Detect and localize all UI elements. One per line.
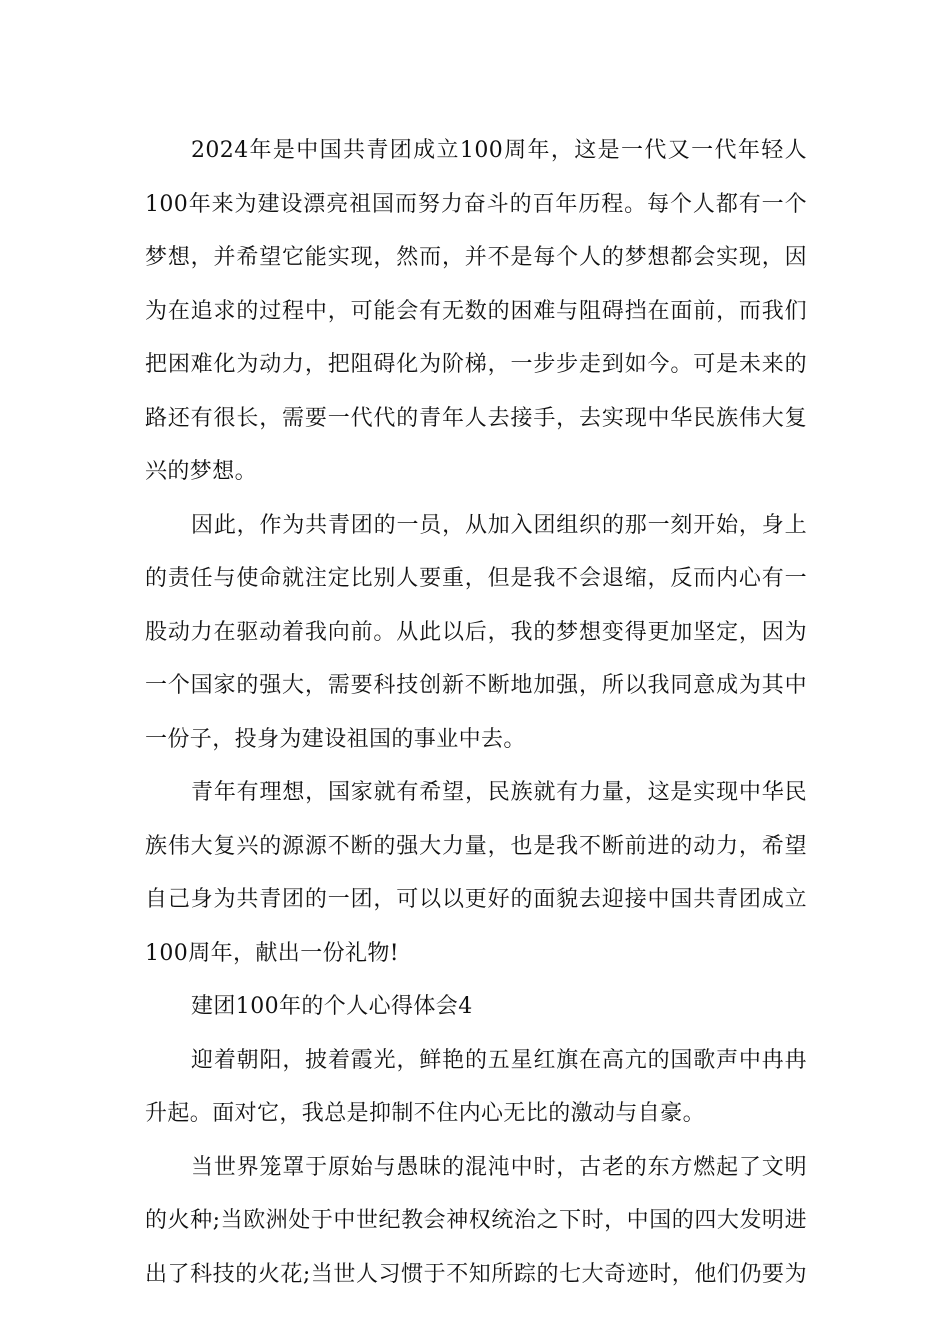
text-line: 青年有理想，国家就有希望，民族就有力量，这是实现中华民 (191, 780, 807, 805)
text-line: 一个国家的强大，需要科技创新不断地加强，所以我同意成为其中 (145, 673, 807, 698)
text-line: 因此，作为共青团的一员，从加入团组织的那一刻开始，身上 (191, 512, 807, 538)
text-line: 的责任与使命就注定比别人要重，但是我不会退缩，反而内心有一 (145, 566, 807, 591)
text-line: 路还有很长，需要一代代的青年人去接手，去实现中华民族伟大复 (145, 405, 807, 431)
text-line: 出了科技的火花;当世人习惯于不知所踪的七大奇迹时，他们仍要为 (145, 1261, 807, 1287)
text-line: 升起。面对它，我总是抑制不住内心无比的激动与自豪。 (145, 1101, 706, 1126)
text-line: 为在追求的过程中，可能会有无数的困难与阻碍挡在面前，而我们 (145, 298, 807, 324)
text-line: 族伟大复兴的源源不断的强大力量，也是我不断前进的动力，希望 (145, 833, 807, 859)
text-line: 当世界笼罩于原始与愚昧的混沌中时，古老的东方燃起了文明 (191, 1154, 807, 1180)
text-line: 2024年是中国共青团成立100周年，这是一代又一代年轻人 (191, 138, 807, 163)
text-line: 的火种;当欧洲处于中世纪教会神权统治之下时，中国的四大发明进 (145, 1208, 807, 1233)
document-body (145, 124, 807, 1301)
text-line: 梦想，并希望它能实现，然而，并不是每个人的梦想都会实现，因 (145, 245, 807, 270)
text-line: 自己身为共青团的一团，可以以更好的面貌去迎接中国共青团成立 (145, 887, 807, 912)
text-line: 把困难化为动力，把阻碍化为阶梯，一步步走到如今。可是未来的 (145, 352, 807, 377)
paragraph-p5 (145, 1141, 807, 1302)
text-line: 股动力在驱动着我向前。从此以后，我的梦想变得更加坚定，因为 (145, 619, 807, 645)
heading-line: 建团100年的个人心得体会4 (191, 994, 473, 1019)
section-heading (145, 980, 807, 1034)
text-line: 100周年，献出一份礼物! (145, 940, 400, 966)
paragraph-p3 (145, 766, 807, 980)
text-line: 兴的梦想。 (145, 459, 258, 484)
paragraph-p2 (145, 499, 807, 767)
paragraph-p1 (145, 124, 807, 499)
text-line: 一份子，投身为建设祖国的事业中去。 (145, 726, 526, 752)
paragraph-p4 (145, 1034, 807, 1141)
text-line: 迎着朝阳，披着霞光，鲜艳的五星红旗在高亢的国歌声中冉冉 (191, 1047, 807, 1073)
text-line: 100年来为建设漂亮祖国而努力奋斗的百年历程。每个人都有一个 (145, 191, 807, 217)
